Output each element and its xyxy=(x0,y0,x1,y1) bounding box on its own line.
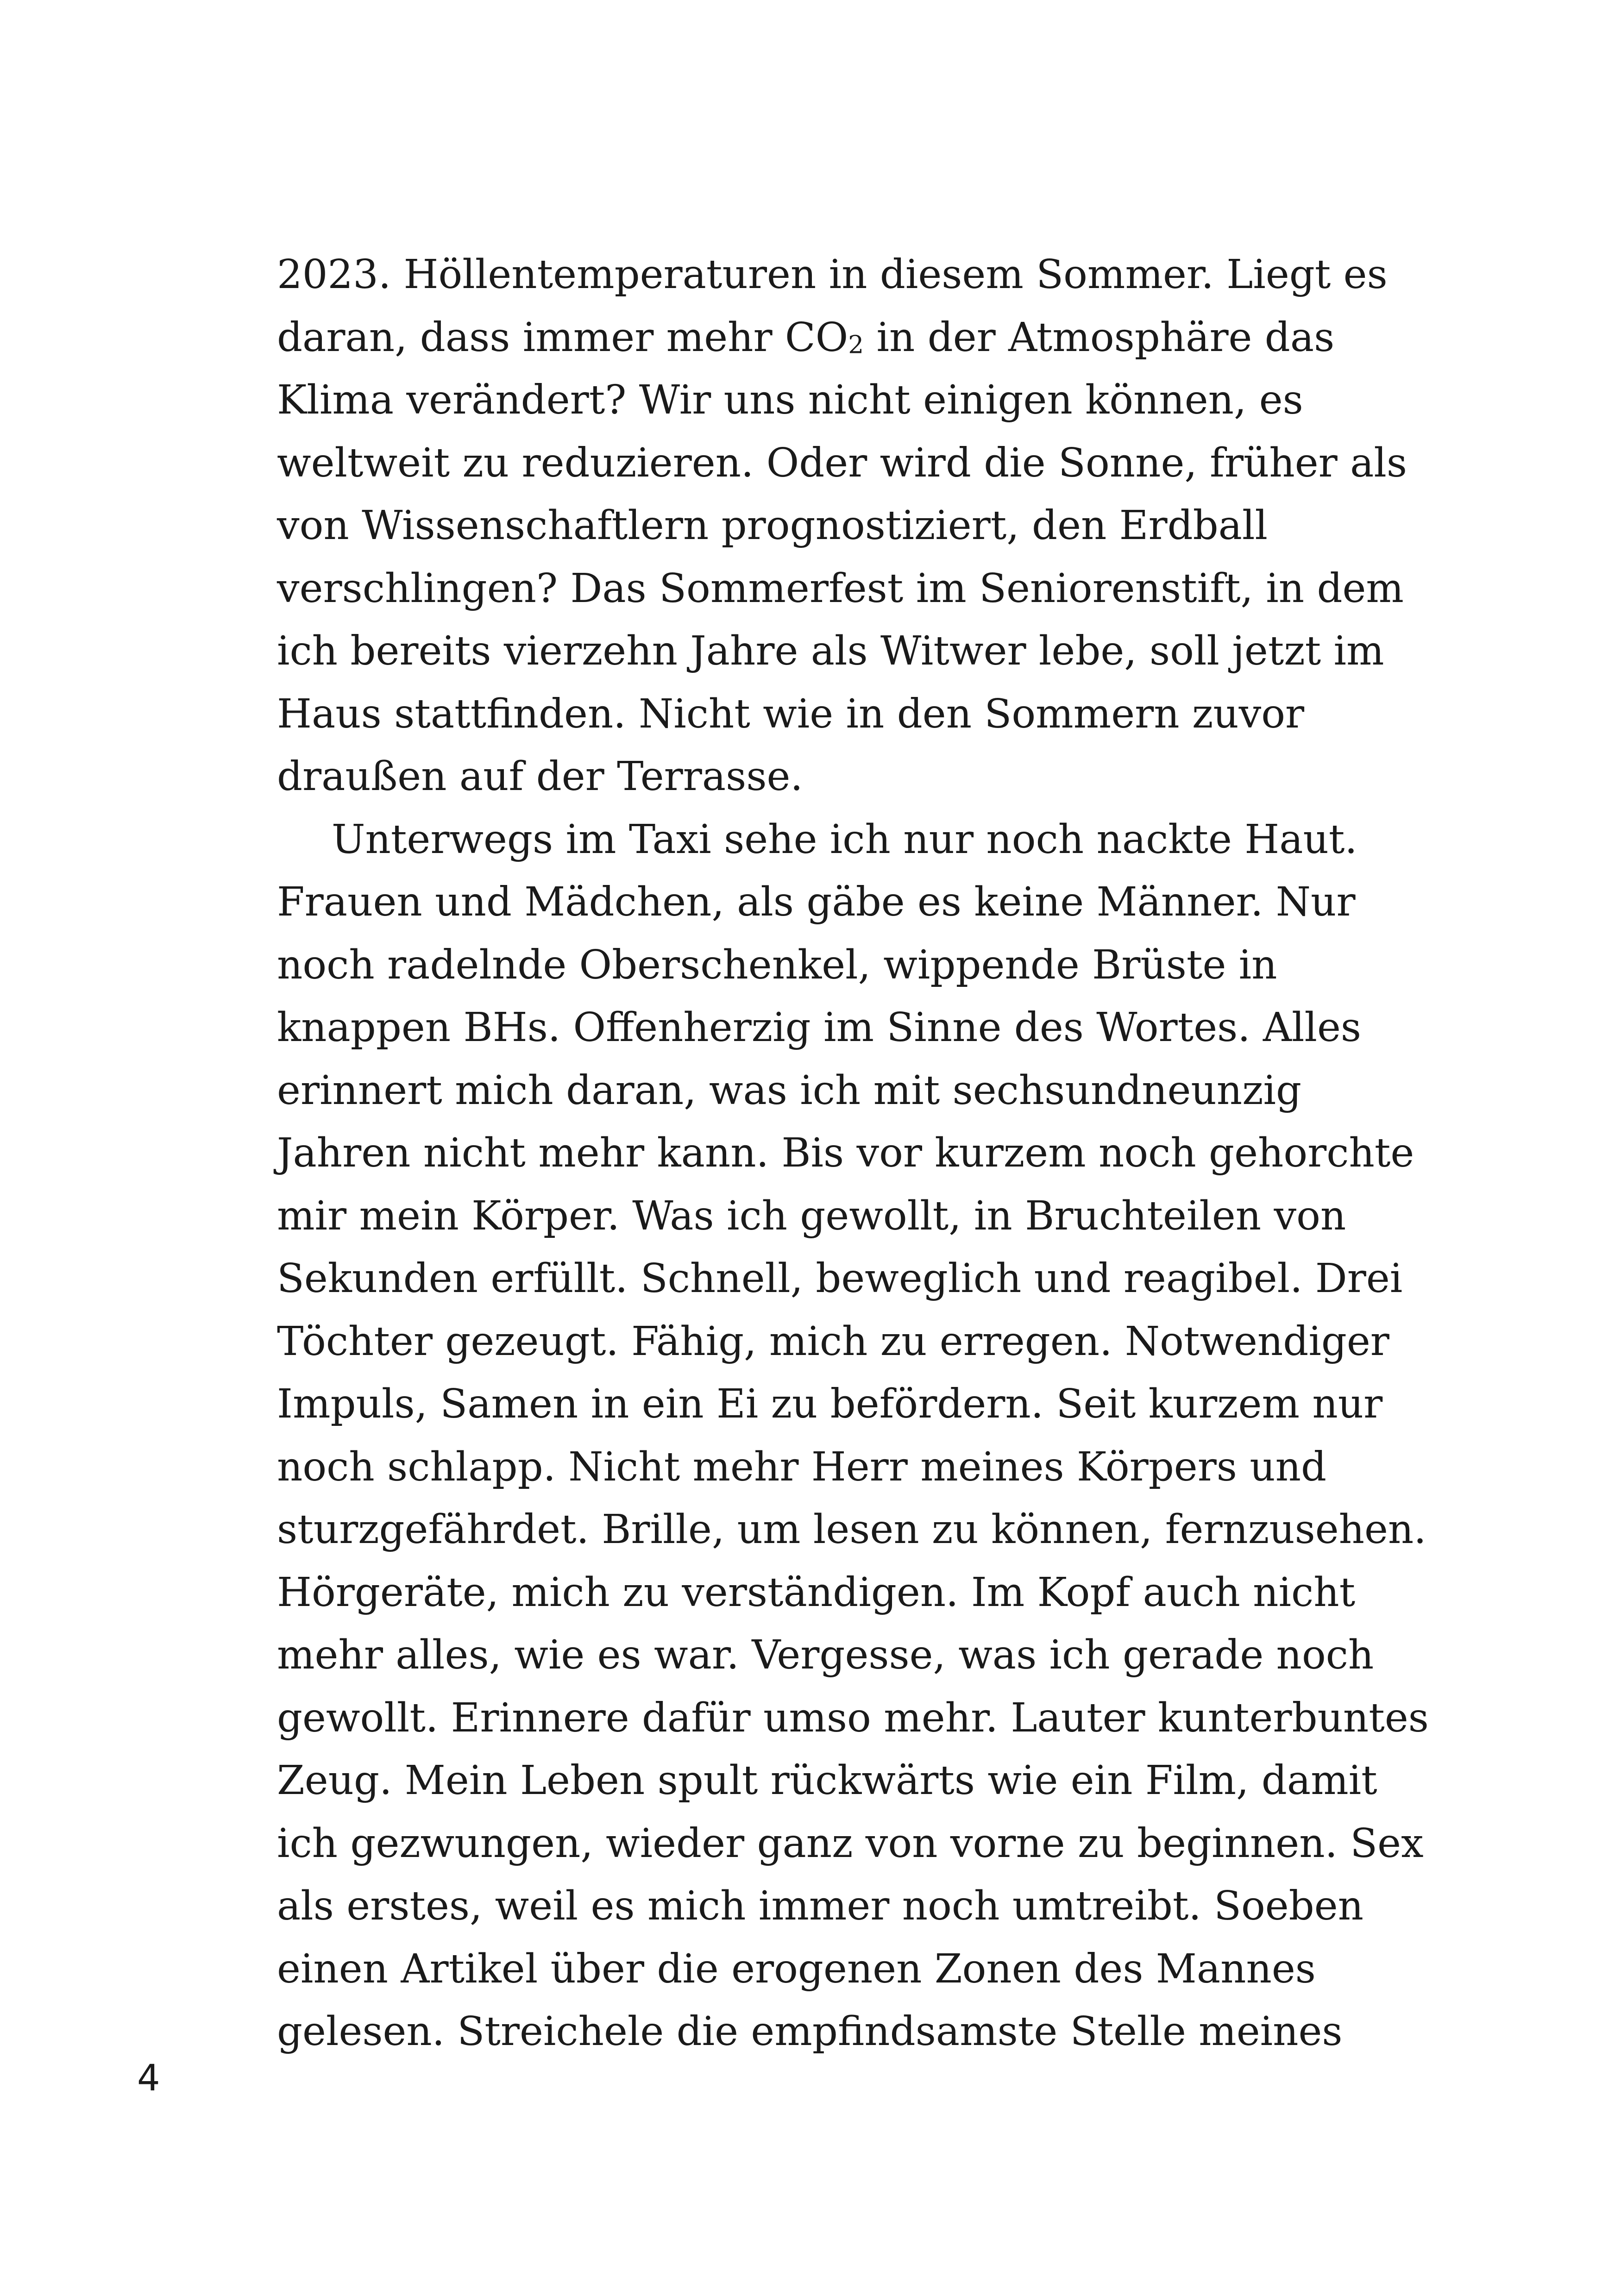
text-line: Frauen und Mädchen, als gäbe es keine Männer. Nur xyxy=(277,879,1356,925)
text-line: ich gezwungen, wieder ganz von vorne zu beginnen. Sex xyxy=(277,1820,1424,1867)
text-line: von Wissenschaftlern prognostiziert, den Erdball xyxy=(277,502,1268,549)
text-line: einen Artikel über die erogenen Zonen des Mannes xyxy=(277,1945,1316,1992)
text-line: draußen auf der Terrasse. xyxy=(277,753,803,800)
body-text xyxy=(277,244,1429,2064)
text-line: sturzgefährdet. Brille, um lesen zu können, fernzusehen. xyxy=(277,1506,1426,1553)
text-line: mehr alles, wie es war. Vergesse, was ich gerade noch xyxy=(277,1632,1374,1678)
text-line: erinnert mich daran, was ich mit sechsundneunzig xyxy=(277,1067,1302,1114)
text-line: noch radelnde Oberschenkel, wippende Brüste in xyxy=(277,941,1277,988)
text-line: weltweit zu reduzieren. Oder wird die Sonne, früher als xyxy=(277,439,1407,486)
paragraph-start-line: Unterwegs im Taxi sehe ich nur noch nackte Haut. xyxy=(332,816,1357,863)
text-line: knappen BHs. Offenherzig im Sinne des Wortes. Alles xyxy=(277,1004,1362,1051)
text-line: mir mein Körper. Was ich gewollt, in Bruchteilen von xyxy=(277,1192,1346,1239)
text-line: 2023. Höllentemperaturen in diesem Sommer. Liegt es xyxy=(277,251,1388,298)
text-line: Zeug. Mein Leben spult rückwärts wie ein Film, damit xyxy=(277,1757,1377,1804)
text-line: Sekunden erfüllt. Schnell, beweglich und reagibel. Drei xyxy=(277,1255,1403,1302)
text-line: gewollt. Erinnere dafür umso mehr. Lauter kunterbuntes xyxy=(277,1694,1429,1741)
text-line: Hörgeräte, mich zu verständigen. Im Kopf auch nicht xyxy=(277,1569,1356,1616)
text-line: Klima verändert? Wir uns nicht einigen können, es xyxy=(277,377,1303,423)
text-line: noch schlapp. Nicht mehr Herr meines Körpers und xyxy=(277,1443,1327,1490)
text-fragment: daran, dass immer mehr CO xyxy=(277,314,848,361)
text-line: Jahren nicht mehr kann. Bis vor kurzem noch gehorchte xyxy=(277,1130,1414,1176)
text-line: als erstes, weil es mich immer noch umtreibt. Soeben xyxy=(277,1883,1364,1929)
text-line: gelesen. Streichele die empfindsamste Stelle meines xyxy=(277,2008,1343,2055)
text-line xyxy=(277,307,1416,370)
text-line: ich bereits vierzehn Jahre als Witwer lebe, soll jetzt im xyxy=(277,628,1384,674)
text-line: Impuls, Samen in ein Ei zu befördern. Seit kurzem nur xyxy=(277,1381,1383,1427)
text-line: verschlingen? Das Sommerfest im Seniorenstift, in dem xyxy=(277,565,1404,612)
text-line: Haus stattfinden. Nicht wie in den Sommern zuvor xyxy=(277,690,1305,737)
text-fragment: in der Atmosphäre das xyxy=(864,314,1335,361)
page-number: 4 xyxy=(137,2058,160,2099)
text-line: Töchter gezeugt. Fähig, mich zu erregen. Notwendiger xyxy=(277,1318,1389,1365)
subscript-two: 2 xyxy=(848,330,864,359)
